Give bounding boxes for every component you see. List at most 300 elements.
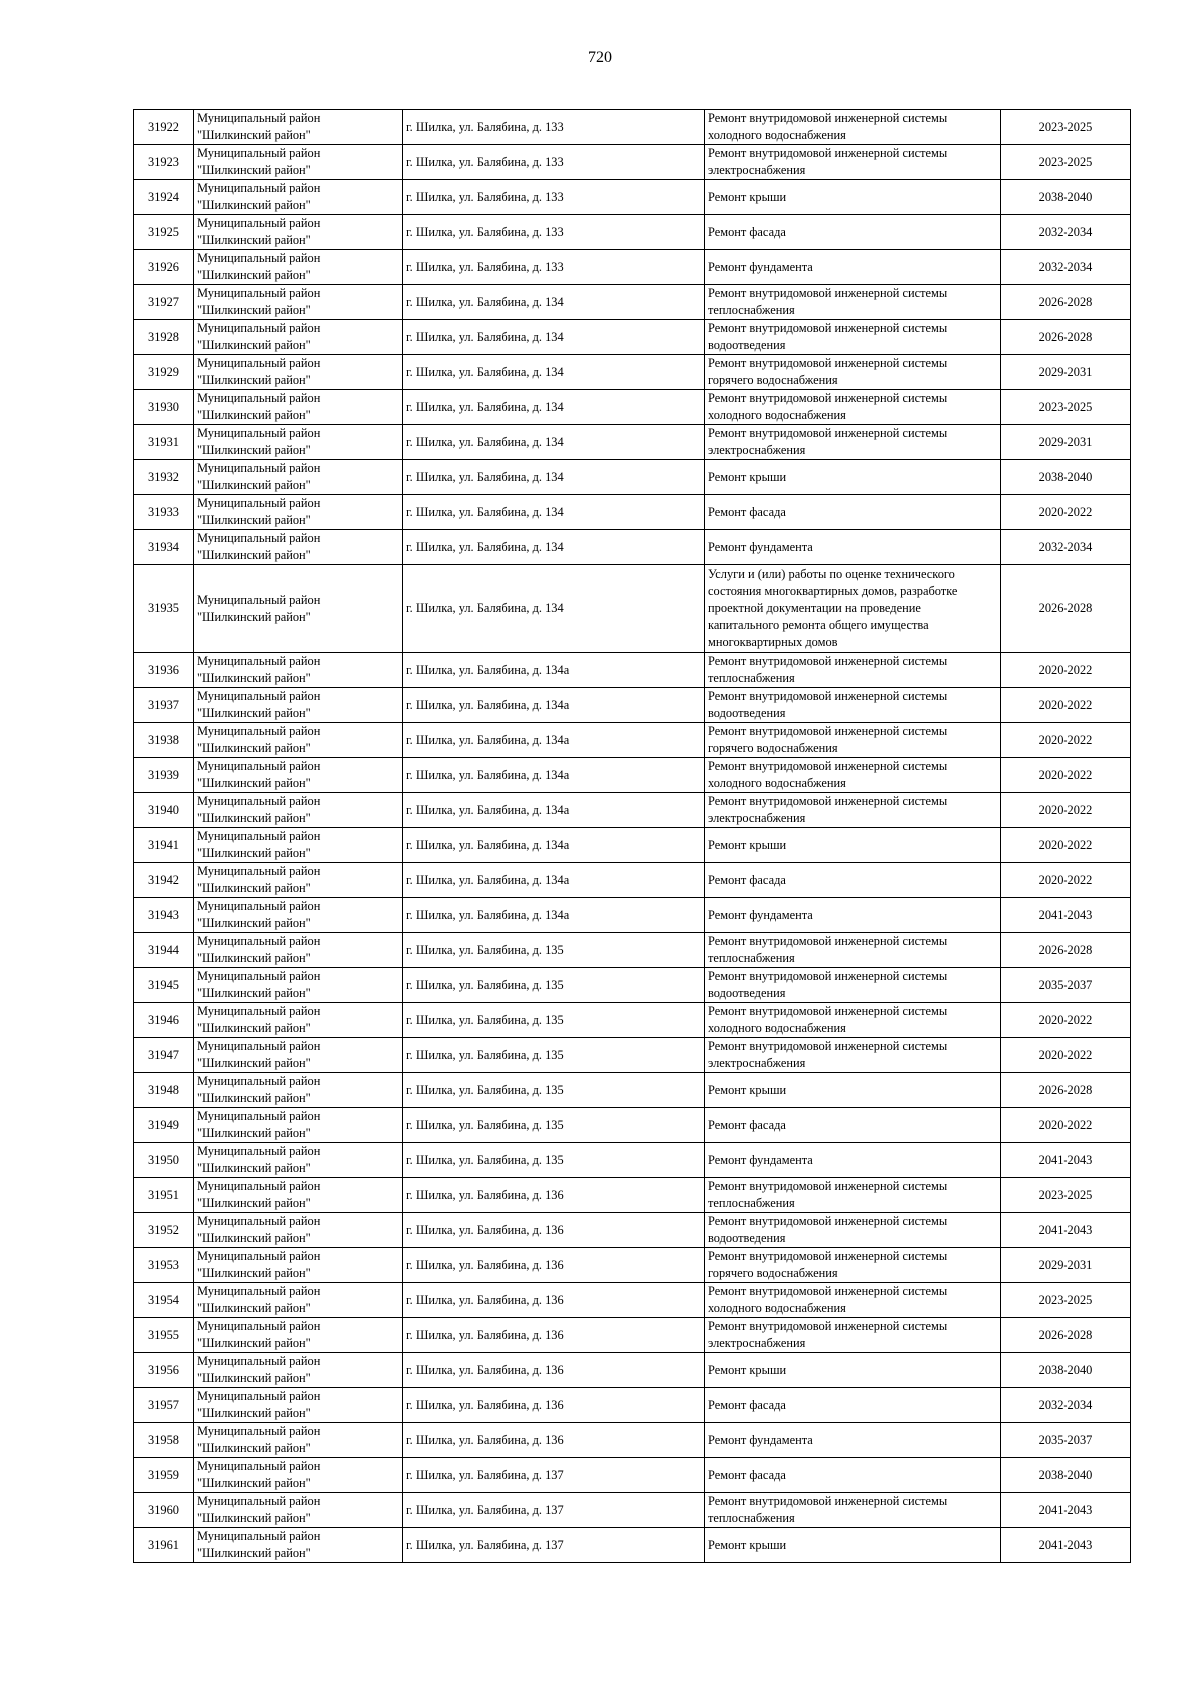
municipality-line: Муниципальный район: [197, 1284, 321, 1298]
municipality-cell: [194, 898, 403, 933]
period-cell: 2020-2022: [1001, 1003, 1131, 1038]
work-type-line: Ремонт внутридомовой инженерной системы: [708, 1179, 948, 1193]
municipality-line: "Шилкинский район": [197, 233, 311, 247]
row-number-cell: 31939: [134, 758, 194, 793]
address-cell: г. Шилка, ул. Балябина, д. 134а: [403, 863, 705, 898]
work-type-line: холодного водоснабжения: [708, 1021, 846, 1035]
row-number-cell: 31948: [134, 1073, 194, 1108]
work-type-cell: [705, 968, 1001, 1003]
period-cell: 2041-2043: [1001, 1528, 1131, 1563]
municipality-line: Муниципальный район: [197, 654, 321, 668]
municipality-line: "Шилкинский район": [197, 1406, 311, 1420]
row-number-cell: 31954: [134, 1283, 194, 1318]
municipality-line: "Шилкинский район": [197, 1161, 311, 1175]
row-number-cell: 31949: [134, 1108, 194, 1143]
municipality-line: Муниципальный район: [197, 1389, 321, 1403]
municipality-line: Муниципальный район: [197, 724, 321, 738]
municipality-line: "Шилкинский район": [197, 443, 311, 457]
work-type-line: Ремонт внутридомовой инженерной системы: [708, 1004, 948, 1018]
work-type-cell: [705, 1528, 1001, 1563]
period-cell: 2023-2025: [1001, 390, 1131, 425]
municipality-line: Муниципальный район: [197, 1424, 321, 1438]
address-cell: г. Шилка, ул. Балябина, д. 134: [403, 460, 705, 495]
table-row: [134, 1248, 1131, 1283]
address-cell: г. Шилка, ул. Балябина, д. 133: [403, 110, 705, 145]
address-cell: г. Шилка, ул. Балябина, д. 134а: [403, 758, 705, 793]
table-row: [134, 828, 1131, 863]
address-cell: г. Шилка, ул. Балябина, д. 133: [403, 215, 705, 250]
table-row: [134, 863, 1131, 898]
municipality-line: Муниципальный район: [197, 934, 321, 948]
work-type-line: Ремонт фундамента: [708, 1152, 813, 1167]
municipality-line: Муниципальный район: [197, 1529, 321, 1543]
period-cell: 2029-2031: [1001, 425, 1131, 460]
municipality-line: Муниципальный район: [197, 829, 321, 843]
table-row: [134, 390, 1131, 425]
row-number-cell: 31937: [134, 688, 194, 723]
municipality-line: "Шилкинский район": [197, 986, 311, 1000]
municipality-cell: [194, 1283, 403, 1318]
address-cell: г. Шилка, ул. Балябина, д. 135: [403, 1073, 705, 1108]
work-type-cell: [705, 863, 1001, 898]
period-cell: 2035-2037: [1001, 1423, 1131, 1458]
municipality-line: Муниципальный район: [197, 1179, 321, 1193]
municipality-cell: [194, 653, 403, 688]
work-type-cell: [705, 688, 1001, 723]
municipality-cell: [194, 1388, 403, 1423]
address-cell: г. Шилка, ул. Балябина, д. 134а: [403, 828, 705, 863]
work-type-line: теплоснабжения: [708, 1511, 795, 1525]
row-number-cell: 31942: [134, 863, 194, 898]
municipality-line: Муниципальный район: [197, 759, 321, 773]
municipality-cell: [194, 145, 403, 180]
municipality-line: "Шилкинский район": [197, 706, 311, 720]
work-type-line: теплоснабжения: [708, 951, 795, 965]
row-number-cell: 31934: [134, 530, 194, 565]
row-number-cell: 31930: [134, 390, 194, 425]
period-cell: 2026-2028: [1001, 1073, 1131, 1108]
table-row: [134, 968, 1131, 1003]
municipality-line: "Шилкинский район": [197, 1546, 311, 1560]
municipality-line: Муниципальный район: [197, 1144, 321, 1158]
row-number-cell: 31932: [134, 460, 194, 495]
work-type-line: холодного водоснабжения: [708, 408, 846, 422]
municipality-line: "Шилкинский район": [197, 811, 311, 825]
municipality-cell: [194, 355, 403, 390]
period-cell: 2032-2034: [1001, 215, 1131, 250]
row-number-cell: 31927: [134, 285, 194, 320]
table-row: [134, 933, 1131, 968]
municipality-line: Муниципальный район: [197, 426, 321, 440]
work-type-cell: [705, 1423, 1001, 1458]
work-type-line: Ремонт внутридомовой инженерной системы: [708, 356, 948, 370]
municipality-line: Муниципальный район: [197, 216, 321, 230]
work-type-line: холодного водоснабжения: [708, 776, 846, 790]
address-cell: г. Шилка, ул. Балябина, д. 134: [403, 495, 705, 530]
municipality-cell: [194, 565, 403, 653]
repair-schedule-table: [133, 109, 1131, 1563]
work-type-line: Услуги и (или) работы по оценке технического: [708, 567, 955, 581]
period-cell: 2020-2022: [1001, 653, 1131, 688]
work-type-line: Ремонт внутридомовой инженерной системы: [708, 794, 948, 808]
period-cell: 2038-2040: [1001, 1353, 1131, 1388]
work-type-line: Ремонт внутридомовой инженерной системы: [708, 969, 948, 983]
row-number-cell: 31956: [134, 1353, 194, 1388]
municipality-cell: [194, 1143, 403, 1178]
municipality-cell: [194, 1318, 403, 1353]
row-number-cell: 31960: [134, 1493, 194, 1528]
row-number-cell: 31935: [134, 565, 194, 653]
work-type-line: холодного водоснабжения: [708, 128, 846, 142]
address-cell: г. Шилка, ул. Балябина, д. 134: [403, 565, 705, 653]
period-cell: 2020-2022: [1001, 495, 1131, 530]
work-type-line: Ремонт фасада: [708, 1467, 786, 1482]
row-number-cell: 31938: [134, 723, 194, 758]
period-cell: 2029-2031: [1001, 355, 1131, 390]
period-cell: 2023-2025: [1001, 145, 1131, 180]
work-type-line: холодного водоснабжения: [708, 1301, 846, 1315]
table-row: [134, 1038, 1131, 1073]
work-type-cell: [705, 933, 1001, 968]
municipality-cell: [194, 688, 403, 723]
work-type-cell: [705, 285, 1001, 320]
work-type-line: электроснабжения: [708, 163, 806, 177]
work-type-cell: [705, 758, 1001, 793]
municipality-cell: [194, 390, 403, 425]
work-type-line: Ремонт внутридомовой инженерной системы: [708, 1039, 948, 1053]
municipality-cell: [194, 1423, 403, 1458]
municipality-cell: [194, 110, 403, 145]
work-type-cell: [705, 1213, 1001, 1248]
work-type-line: горячего водоснабжения: [708, 1266, 838, 1280]
address-cell: г. Шилка, ул. Балябина, д. 134: [403, 355, 705, 390]
municipality-line: Муниципальный район: [197, 531, 321, 545]
municipality-line: "Шилкинский район": [197, 1266, 311, 1280]
municipality-line: "Шилкинский район": [197, 1196, 311, 1210]
address-cell: г. Шилка, ул. Балябина, д. 136: [403, 1318, 705, 1353]
period-cell: 2026-2028: [1001, 1318, 1131, 1353]
table-row: [134, 1213, 1131, 1248]
work-type-line: Ремонт внутридомовой инженерной системы: [708, 759, 948, 773]
row-number-cell: 31955: [134, 1318, 194, 1353]
work-type-line: Ремонт фасада: [708, 1117, 786, 1132]
period-cell: 2020-2022: [1001, 723, 1131, 758]
work-type-cell: [705, 898, 1001, 933]
municipality-line: Муниципальный район: [197, 1249, 321, 1263]
period-cell: 2023-2025: [1001, 110, 1131, 145]
row-number-cell: 31941: [134, 828, 194, 863]
row-number-cell: 31959: [134, 1458, 194, 1493]
period-cell: 2035-2037: [1001, 968, 1131, 1003]
table-row: [134, 320, 1131, 355]
municipality-line: Муниципальный район: [197, 356, 321, 370]
work-type-cell: [705, 1108, 1001, 1143]
work-type-cell: [705, 250, 1001, 285]
municipality-line: "Шилкинский район": [197, 951, 311, 965]
table-row: [134, 110, 1131, 145]
table-row: [134, 1108, 1131, 1143]
work-type-line: Ремонт фасада: [708, 224, 786, 239]
period-cell: 2029-2031: [1001, 1248, 1131, 1283]
municipality-line: Муниципальный район: [197, 1494, 321, 1508]
work-type-line: Ремонт внутридомовой инженерной системы: [708, 111, 948, 125]
municipality-line: "Шилкинский район": [197, 1371, 311, 1385]
address-cell: г. Шилка, ул. Балябина, д. 135: [403, 1038, 705, 1073]
work-type-line: Ремонт крыши: [708, 469, 787, 484]
work-type-cell: [705, 793, 1001, 828]
address-cell: г. Шилка, ул. Балябина, д. 134: [403, 390, 705, 425]
municipality-line: "Шилкинский район": [197, 1476, 311, 1490]
row-number-cell: 31926: [134, 250, 194, 285]
table-row: [134, 898, 1131, 933]
work-type-line: Ремонт внутридомовой инженерной системы: [708, 1319, 948, 1333]
municipality-line: "Шилкинский район": [197, 1021, 311, 1035]
municipality-line: Муниципальный район: [197, 496, 321, 510]
municipality-cell: [194, 250, 403, 285]
work-type-cell: [705, 1003, 1001, 1038]
period-cell: 2026-2028: [1001, 565, 1131, 653]
municipality-line: Муниципальный район: [197, 1214, 321, 1228]
work-type-line: теплоснабжения: [708, 671, 795, 685]
table-row: [134, 1318, 1131, 1353]
work-type-cell: [705, 355, 1001, 390]
row-number-cell: 31953: [134, 1248, 194, 1283]
municipality-line: "Шилкинский район": [197, 1126, 311, 1140]
row-number-cell: 31923: [134, 145, 194, 180]
period-cell: 2020-2022: [1001, 758, 1131, 793]
row-number-cell: 31933: [134, 495, 194, 530]
table-row: [134, 1423, 1131, 1458]
work-type-line: Ремонт внутридомовой инженерной системы: [708, 146, 948, 160]
work-type-cell: [705, 1038, 1001, 1073]
period-cell: 2038-2040: [1001, 460, 1131, 495]
table-row: [134, 1143, 1131, 1178]
work-type-line: Ремонт внутридомовой инженерной системы: [708, 1214, 948, 1228]
work-type-line: Ремонт фундамента: [708, 539, 813, 554]
row-number-cell: 31947: [134, 1038, 194, 1073]
municipality-cell: [194, 180, 403, 215]
period-cell: 2038-2040: [1001, 1458, 1131, 1493]
address-cell: г. Шилка, ул. Балябина, д. 136: [403, 1248, 705, 1283]
table-row: [134, 1493, 1131, 1528]
municipality-line: Муниципальный район: [197, 181, 321, 195]
municipality-line: Муниципальный район: [197, 1459, 321, 1473]
work-type-cell: [705, 723, 1001, 758]
row-number-cell: 31929: [134, 355, 194, 390]
municipality-line: "Шилкинский район": [197, 1336, 311, 1350]
work-type-line: капитального ремонта общего имущества: [708, 618, 929, 632]
work-type-line: Ремонт внутридомовой инженерной системы: [708, 286, 948, 300]
period-cell: 2023-2025: [1001, 1178, 1131, 1213]
municipality-line: "Шилкинский район": [197, 373, 311, 387]
municipality-cell: [194, 320, 403, 355]
municipality-cell: [194, 1003, 403, 1038]
address-cell: г. Шилка, ул. Балябина, д. 134а: [403, 723, 705, 758]
municipality-cell: [194, 1038, 403, 1073]
address-cell: г. Шилка, ул. Балябина, д. 136: [403, 1178, 705, 1213]
table-row: [134, 285, 1131, 320]
row-number-cell: 31925: [134, 215, 194, 250]
work-type-line: водоотведения: [708, 338, 786, 352]
period-cell: 2041-2043: [1001, 1213, 1131, 1248]
period-cell: 2023-2025: [1001, 1283, 1131, 1318]
municipality-line: "Шилкинский район": [197, 303, 311, 317]
municipality-line: "Шилкинский район": [197, 741, 311, 755]
work-type-line: Ремонт внутридомовой инженерной системы: [708, 426, 948, 440]
work-type-cell: [705, 1143, 1001, 1178]
municipality-cell: [194, 828, 403, 863]
municipality-line: "Шилкинский район": [197, 1056, 311, 1070]
work-type-line: Ремонт внутридомовой инженерной системы: [708, 391, 948, 405]
table-row: [134, 145, 1131, 180]
municipality-line: Муниципальный район: [197, 286, 321, 300]
work-type-line: Ремонт фасада: [708, 1397, 786, 1412]
row-number-cell: 31940: [134, 793, 194, 828]
work-type-line: Ремонт внутридомовой инженерной системы: [708, 1249, 948, 1263]
address-cell: г. Шилка, ул. Балябина, д. 136: [403, 1213, 705, 1248]
work-type-cell: [705, 1178, 1001, 1213]
row-number-cell: 31951: [134, 1178, 194, 1213]
municipality-cell: [194, 1108, 403, 1143]
work-type-cell: [705, 530, 1001, 565]
address-cell: г. Шилка, ул. Балябина, д. 135: [403, 1108, 705, 1143]
work-type-line: проектной документации на проведение: [708, 601, 921, 615]
table-row: [134, 758, 1131, 793]
municipality-cell: [194, 1248, 403, 1283]
work-type-cell: [705, 565, 1001, 653]
work-type-line: Ремонт внутридомовой инженерной системы: [708, 1284, 948, 1298]
work-type-line: теплоснабжения: [708, 1196, 795, 1210]
work-type-line: электроснабжения: [708, 811, 806, 825]
work-type-line: Ремонт крыши: [708, 1362, 787, 1377]
row-number-cell: 31944: [134, 933, 194, 968]
row-number-cell: 31958: [134, 1423, 194, 1458]
address-cell: г. Шилка, ул. Балябина, д. 135: [403, 1003, 705, 1038]
municipality-cell: [194, 723, 403, 758]
table-row: [134, 180, 1131, 215]
address-cell: г. Шилка, ул. Балябина, д. 135: [403, 933, 705, 968]
period-cell: 2020-2022: [1001, 1038, 1131, 1073]
table-row: [134, 215, 1131, 250]
work-type-cell: [705, 828, 1001, 863]
municipality-cell: [194, 460, 403, 495]
municipality-line: "Шилкинский район": [197, 268, 311, 282]
work-type-cell: [705, 460, 1001, 495]
work-type-line: Ремонт крыши: [708, 1537, 787, 1552]
address-cell: г. Шилка, ул. Балябина, д. 135: [403, 1143, 705, 1178]
row-number-cell: 31928: [134, 320, 194, 355]
municipality-line: "Шилкинский район": [197, 548, 311, 562]
municipality-cell: [194, 933, 403, 968]
municipality-line: Муниципальный район: [197, 864, 321, 878]
work-type-line: Ремонт внутридомовой инженерной системы: [708, 724, 948, 738]
address-cell: г. Шилка, ул. Балябина, д. 133: [403, 180, 705, 215]
municipality-line: Муниципальный район: [197, 969, 321, 983]
municipality-line: "Шилкинский район": [197, 1301, 311, 1315]
row-number-cell: 31943: [134, 898, 194, 933]
table-row: [134, 688, 1131, 723]
period-cell: 2041-2043: [1001, 898, 1131, 933]
table-row: [134, 1178, 1131, 1213]
municipality-cell: [194, 1493, 403, 1528]
municipality-cell: [194, 793, 403, 828]
work-type-cell: [705, 1458, 1001, 1493]
work-type-line: горячего водоснабжения: [708, 741, 838, 755]
work-type-cell: [705, 495, 1001, 530]
period-cell: 2041-2043: [1001, 1143, 1131, 1178]
table-row: [134, 565, 1131, 653]
municipality-cell: [194, 495, 403, 530]
period-cell: 2026-2028: [1001, 320, 1131, 355]
work-type-cell: [705, 1248, 1001, 1283]
work-type-cell: [705, 1318, 1001, 1353]
municipality-cell: [194, 968, 403, 1003]
work-type-line: Ремонт внутридомовой инженерной системы: [708, 689, 948, 703]
municipality-line: Муниципальный район: [197, 1004, 321, 1018]
municipality-line: "Шилкинский район": [197, 609, 311, 624]
address-cell: г. Шилка, ул. Балябина, д. 133: [403, 250, 705, 285]
municipality-cell: [194, 1213, 403, 1248]
work-type-line: многоквартирных домов: [708, 635, 838, 649]
table-row: [134, 530, 1131, 565]
table-row: [134, 495, 1131, 530]
work-type-line: Ремонт фасада: [708, 872, 786, 887]
work-type-cell: [705, 320, 1001, 355]
work-type-cell: [705, 215, 1001, 250]
period-cell: 2032-2034: [1001, 530, 1131, 565]
row-number-cell: 31946: [134, 1003, 194, 1038]
table-row: [134, 1283, 1131, 1318]
row-number-cell: 31945: [134, 968, 194, 1003]
municipality-line: "Шилкинский район": [197, 198, 311, 212]
municipality-line: "Шилкинский район": [197, 163, 311, 177]
work-type-line: теплоснабжения: [708, 303, 795, 317]
municipality-line: Муниципальный район: [197, 899, 321, 913]
table-row: [134, 425, 1131, 460]
table-row: [134, 1458, 1131, 1493]
work-type-line: Ремонт внутридомовой инженерной системы: [708, 321, 948, 335]
address-cell: г. Шилка, ул. Балябина, д. 134а: [403, 898, 705, 933]
table-row: [134, 355, 1131, 390]
work-type-line: Ремонт внутридомовой инженерной системы: [708, 654, 948, 668]
address-cell: г. Шилка, ул. Балябина, д. 137: [403, 1528, 705, 1563]
municipality-line: "Шилкинский район": [197, 408, 311, 422]
address-cell: г. Шилка, ул. Балябина, д. 134: [403, 285, 705, 320]
table-row: [134, 1003, 1131, 1038]
municipality-cell: [194, 1458, 403, 1493]
row-number-cell: 31950: [134, 1143, 194, 1178]
municipality-line: Муниципальный район: [197, 794, 321, 808]
work-type-line: Ремонт крыши: [708, 1082, 787, 1097]
municipality-line: Муниципальный район: [197, 111, 321, 125]
work-type-line: электроснабжения: [708, 443, 806, 457]
municipality-line: Муниципальный район: [197, 461, 321, 475]
municipality-cell: [194, 863, 403, 898]
municipality-cell: [194, 215, 403, 250]
work-type-line: Ремонт фасада: [708, 504, 786, 519]
period-cell: 2020-2022: [1001, 688, 1131, 723]
table-row: [134, 1388, 1131, 1423]
work-type-line: Ремонт фундамента: [708, 259, 813, 274]
period-cell: 2020-2022: [1001, 863, 1131, 898]
work-type-line: Ремонт крыши: [708, 837, 787, 852]
municipality-line: "Шилкинский район": [197, 513, 311, 527]
address-cell: г. Шилка, ул. Балябина, д. 134а: [403, 653, 705, 688]
address-cell: г. Шилка, ул. Балябина, д. 136: [403, 1353, 705, 1388]
work-type-cell: [705, 145, 1001, 180]
table-row: [134, 460, 1131, 495]
row-number-cell: 31924: [134, 180, 194, 215]
